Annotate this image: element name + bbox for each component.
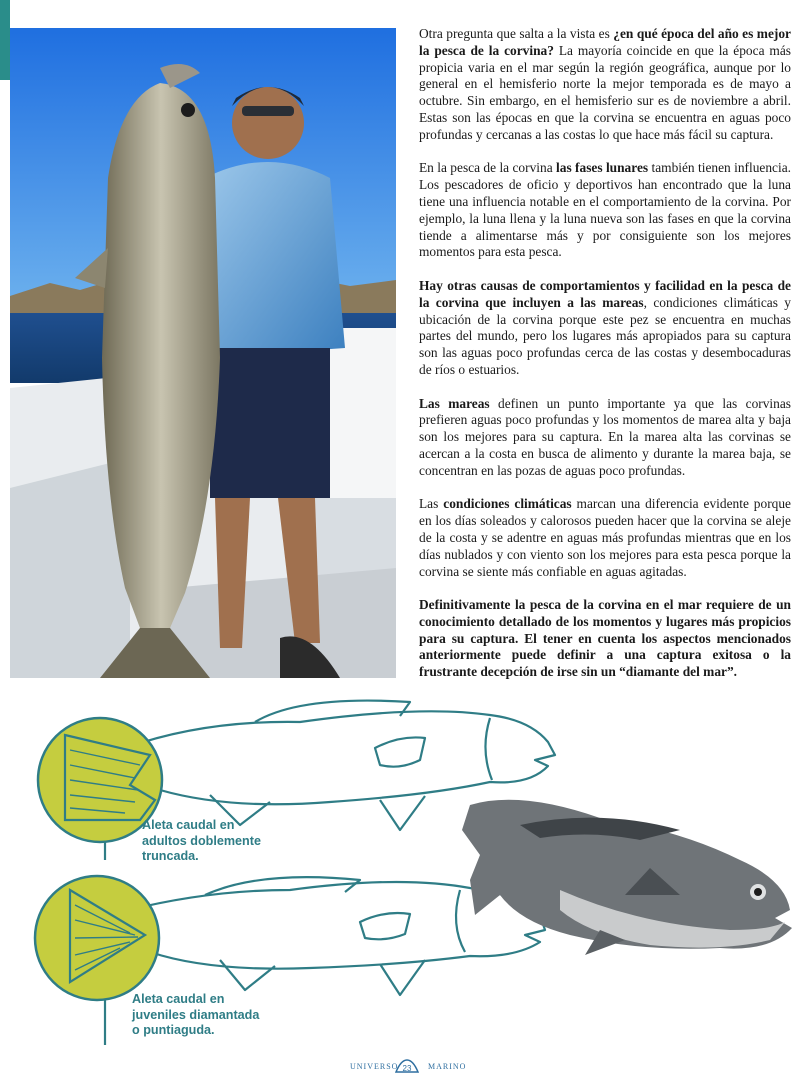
label-line: juveniles diamantada <box>132 1007 260 1022</box>
text-emphasis: condiciones climáticas <box>443 496 572 512</box>
label-line: Aleta caudal en <box>132 992 225 1006</box>
adult-fin-label <box>142 818 261 865</box>
label-line: Aleta caudal en <box>142 818 235 832</box>
corvina-photo <box>462 800 792 955</box>
text-run: definen un punto importante ya que las corvinas prefieren aguas poco profundas y los momentos de marea alta y baja son los mejores para su captura. En la marea alta las corvinas se acercan a la costa en busca de alimento y durante la marea baja, se concentran en las pozas de aguas poco profundas. <box>419 395 792 478</box>
text-run: marcan una diferencia evidente porque en los días soleados y calorosos pueden hacer que la corvina se aleje de la costa y se adentre en aguas más profundas mientras que en los días nublados y con viento son los mejores para esta pesca porque la corvina se siente más confiable en aguas agitadas. <box>419 496 791 579</box>
text-run: Otra pregunta que salta a la vista es <box>419 26 614 41</box>
text-run: también tienen influencia. Los pescadores de oficio y deportivos han encontrado que la luna tiene una influencia notable en el comportamiento de la corvina. Por ejemplo, la luna llena y la luna nueva son las fases en que la corvina tiende a alimentarse más y por consiguiente son los mejores momentos para esta pesca. <box>419 160 791 260</box>
text-run: En la pesca de la corvina <box>419 160 557 176</box>
paragraph-season <box>419 26 791 144</box>
text-emphasis: Definitivamente la pesca de la corvina en el mar requiere de un conocimiento detallado de los momentos y lugares más propicios para su captura. El tener en cuenta los aspectos mencionados anteriormente puede definir a una captura exitosa o la frustrante decepción de irse sin un “diamante del mar”. <box>419 597 791 680</box>
brand-logo-icon <box>395 1058 419 1074</box>
paragraph-climate <box>419 496 791 580</box>
label-line: adultos doblemente <box>142 833 261 848</box>
text-emphasis: las fases lunares <box>556 160 649 176</box>
page-footer <box>0 1058 812 1074</box>
label-line: o puntiaguda. <box>132 1023 215 1037</box>
footer-brand-right: MARINO <box>428 1062 467 1071</box>
footer-brand-left: UNIVERSO <box>350 1062 399 1071</box>
text-emphasis: Hay otras causas de comportamientos y facilidad en la pesca de la corvina que incluyen a las mareas <box>419 277 791 310</box>
paragraph-conclusion <box>419 597 791 681</box>
page-accent-bar <box>0 0 10 80</box>
fisherman-photo <box>10 28 396 678</box>
paragraph-tides <box>419 396 791 480</box>
juvenile-fin-label <box>132 992 259 1039</box>
label-line: truncada. <box>142 849 199 863</box>
svg-text:23: 23 <box>402 1064 412 1073</box>
paragraph-causes <box>419 278 791 379</box>
text-emphasis: ¿en qué época del año es mejor la pesca de la corvina? <box>419 26 791 58</box>
text-run: Las <box>419 496 444 512</box>
text-run: , condiciones climáticas y ubicación de la corvina porque este pez se encuentra en muchas partes del mundo, pero los lugares más apropiados para su captura son las aguas poco profundas cerca de las costas y desembocaduras de ríos o estuarios. <box>419 294 791 377</box>
caudal-fin-illustration <box>0 690 812 1050</box>
article-body <box>419 26 791 698</box>
text-emphasis: Las mareas <box>419 395 490 411</box>
text-run: La mayoría coincide en que la época más propicia varia en el mar según la región geográfica, aunque por lo general en el hemisferio norte la mejor temporada es de mayo a octubre. Sin embargo, en el hemisferio sur es de noviembre a abril. Estas son las épocas en que la corvina se encuentra en aguas poco profundas y cercanas a las costas lo que hace más fácil su captura. <box>419 42 791 142</box>
paragraph-lunar <box>419 160 791 261</box>
